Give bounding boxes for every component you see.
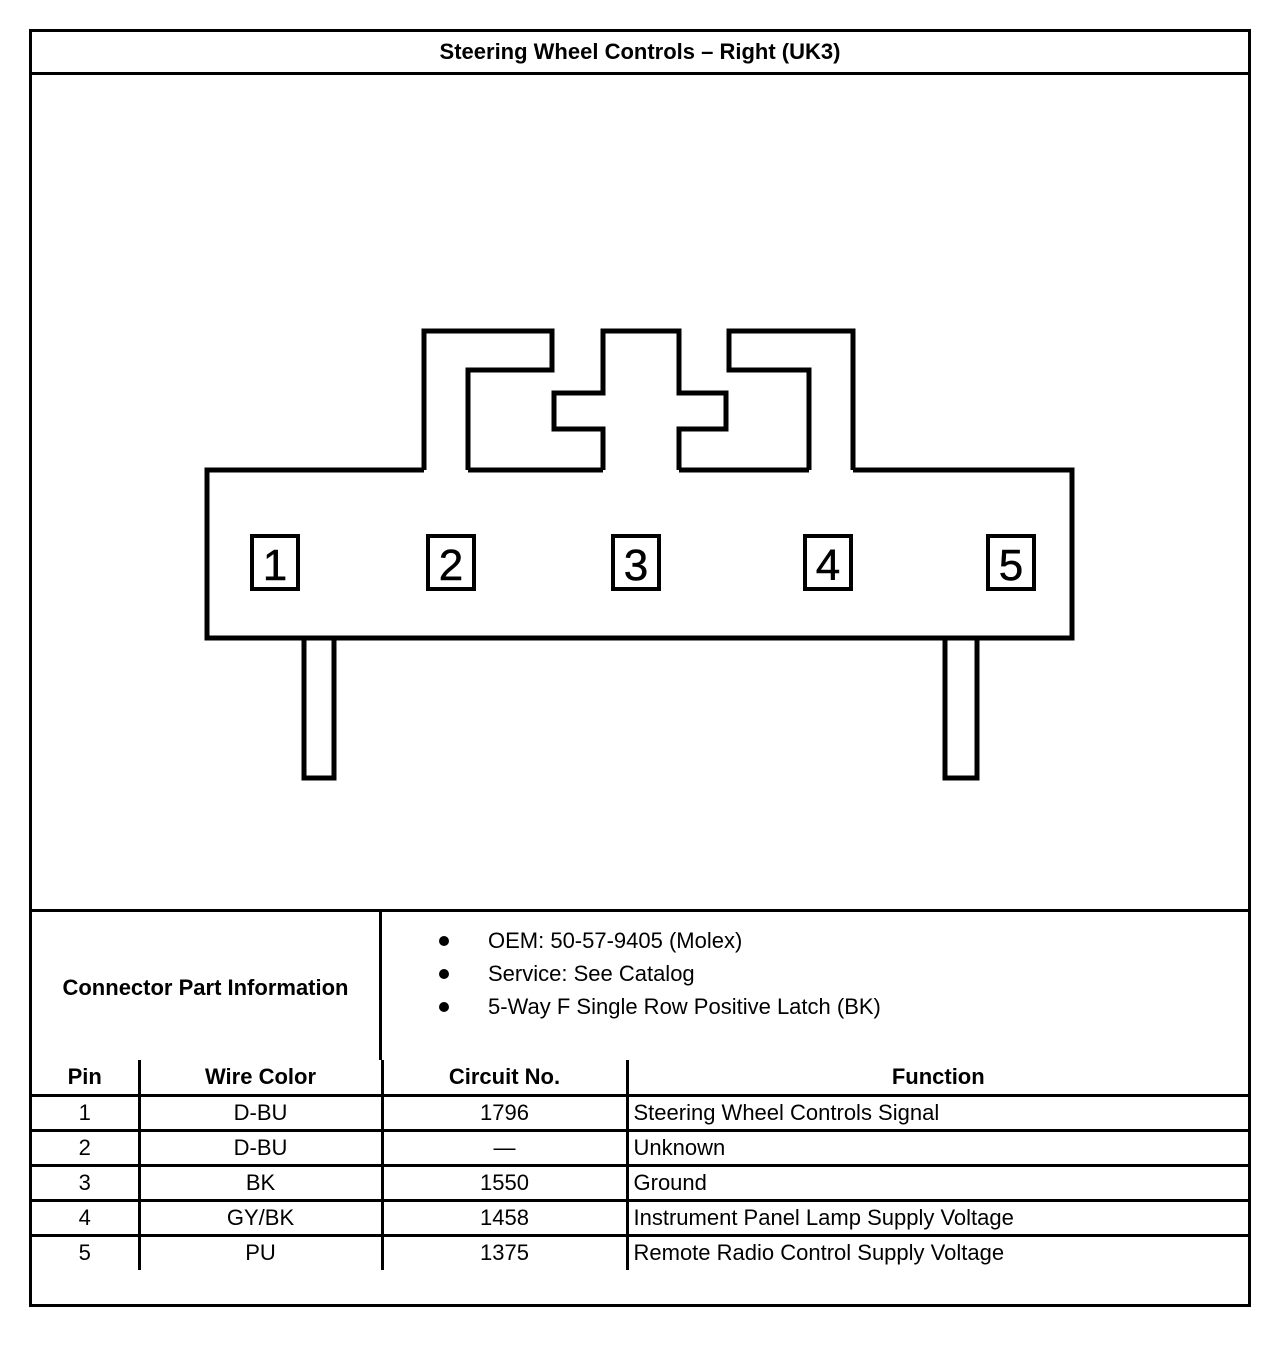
cell-wire-color: GY/BK bbox=[139, 1200, 382, 1235]
part-info-item: 5-Way F Single Row Positive Latch (BK) bbox=[382, 990, 1248, 1023]
pin-label-1: 1 bbox=[262, 541, 288, 590]
cell-circuit: 1458 bbox=[382, 1200, 627, 1235]
header-circuit: Circuit No. bbox=[382, 1060, 627, 1095]
header-pin: Pin bbox=[32, 1060, 139, 1095]
table-row bbox=[32, 1200, 1248, 1235]
part-info-item: Service: See Catalog bbox=[382, 957, 1248, 990]
cell-circuit: 1550 bbox=[382, 1165, 627, 1200]
cell-function: Ground bbox=[627, 1165, 1248, 1200]
pin-label-4: 4 bbox=[815, 541, 841, 590]
pin-label-5: 5 bbox=[998, 541, 1024, 590]
table-row bbox=[32, 1165, 1248, 1200]
pin-label-3: 3 bbox=[623, 541, 649, 590]
header-function: Function bbox=[627, 1060, 1248, 1095]
cell-circuit: — bbox=[382, 1130, 627, 1165]
left-leg bbox=[304, 638, 334, 778]
connector-diagram bbox=[32, 75, 1248, 909]
part-info-label: Connector Part Information bbox=[32, 912, 382, 1060]
cell-pin: 2 bbox=[32, 1130, 139, 1165]
cell-pin: 4 bbox=[32, 1200, 139, 1235]
part-info-list bbox=[382, 912, 1248, 1072]
pin-label-2: 2 bbox=[438, 541, 464, 590]
cell-wire-color: D-BU bbox=[139, 1095, 382, 1130]
connector-sheet bbox=[29, 29, 1251, 1307]
cell-function: Instrument Panel Lamp Supply Voltage bbox=[627, 1200, 1248, 1235]
header-wire-color: Wire Color bbox=[139, 1060, 382, 1095]
table-header-row bbox=[32, 1060, 1248, 1095]
cell-function: Remote Radio Control Supply Voltage bbox=[627, 1235, 1248, 1270]
cell-function: Steering Wheel Controls Signal bbox=[627, 1095, 1248, 1130]
page-title: Steering Wheel Controls – Right (UK3) bbox=[32, 32, 1248, 75]
right-leg bbox=[945, 638, 977, 778]
cell-pin: 3 bbox=[32, 1165, 139, 1200]
cell-circuit: 1796 bbox=[382, 1095, 627, 1130]
cell-wire-color: BK bbox=[139, 1165, 382, 1200]
table-row bbox=[32, 1235, 1248, 1270]
cell-pin: 1 bbox=[32, 1095, 139, 1130]
table-row bbox=[32, 1095, 1248, 1130]
pin-table bbox=[32, 1060, 1248, 1270]
cell-wire-color: PU bbox=[139, 1235, 382, 1270]
center-key bbox=[554, 331, 726, 470]
connector-drawing bbox=[32, 75, 1248, 909]
table-row bbox=[32, 1130, 1248, 1165]
latch-outline bbox=[424, 331, 552, 470]
cell-wire-color: D-BU bbox=[139, 1130, 382, 1165]
cell-pin: 5 bbox=[32, 1235, 139, 1270]
cell-circuit: 1375 bbox=[382, 1235, 627, 1270]
part-info-section bbox=[32, 909, 1248, 1060]
part-info-item: OEM: 50-57-9405 (Molex) bbox=[382, 924, 1248, 957]
latch-outline-right bbox=[729, 331, 853, 470]
cell-function: Unknown bbox=[627, 1130, 1248, 1165]
